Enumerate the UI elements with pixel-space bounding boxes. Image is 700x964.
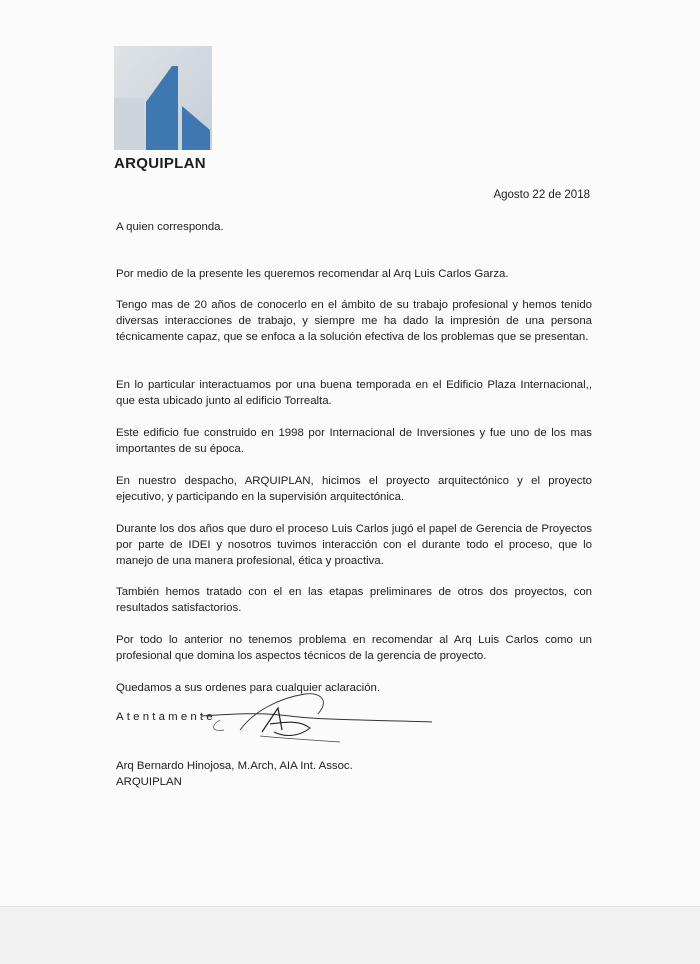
paragraph-6: Durante los dos años que duro el proceso Luis Carlos jugó el papel de Gerencia de Proyectos por parte de IDEI y nosotros tuvimos interacción con el durante todo el proceso, que lo manejo de una manera profesional, ética y proactiva. <box>116 523 592 567</box>
signer-company: ARQUIPLAN <box>116 776 182 788</box>
salutation: A quien corresponda. <box>116 221 224 233</box>
paragraph-1: Por medio de la presente les queremos recomendar al Arq Luis Carlos Garza. <box>116 268 509 280</box>
paragraph-4: Este edificio fue construido en 1998 por Internacional de Inversiones y fue uno de los mas importantes de su época. <box>116 427 592 455</box>
signer-name: Arq Bernardo Hinojosa, M.Arch, AIA Int. Assoc. <box>116 760 353 772</box>
paragraph-3: En lo particular interactuamos por una buena temporada en el Edificio Plaza Internacional,, que esta ubicado junto al edificio Torrealta. <box>116 379 592 407</box>
paragraph-5: En nuestro despacho, ARQUIPLAN, hicimos el proyecto arquitectónico y el proyecto ejecutivo, y participando en la supervisión arquitectónica. <box>116 475 592 503</box>
paragraph-2: Tengo mas de 20 años de conocerlo en el ámbito de su trabajo profesional y hemos tenido diversas interacciones de trabajo, y siempre me ha dado la impresión de una persona técnicamente capaz, que se enfoca a la solución efectiva de los problemas que se presentan. <box>116 299 592 343</box>
paragraph-8: Por todo lo anterior no tenemos problema en recomendar al Arq Luis Carlos como un profesional que domina los aspectos técnicos de la gerencia de proyecto. <box>116 634 592 662</box>
paragraph-9: Quedamos a sus ordenes para cualquier aclaración. <box>116 682 381 694</box>
letter-date: Agosto 22 de 2018 <box>493 189 590 201</box>
closing: Atentamente <box>116 711 216 723</box>
paragraph-7: También hemos tratado con el en las etapas preliminares de otros dos proyectos, con resultados satisfactorios. <box>116 586 592 614</box>
handwritten-signature-icon <box>200 680 440 760</box>
company-logo-text: ARQUIPLAN <box>114 155 206 172</box>
scan-bottom-margin <box>0 906 700 964</box>
